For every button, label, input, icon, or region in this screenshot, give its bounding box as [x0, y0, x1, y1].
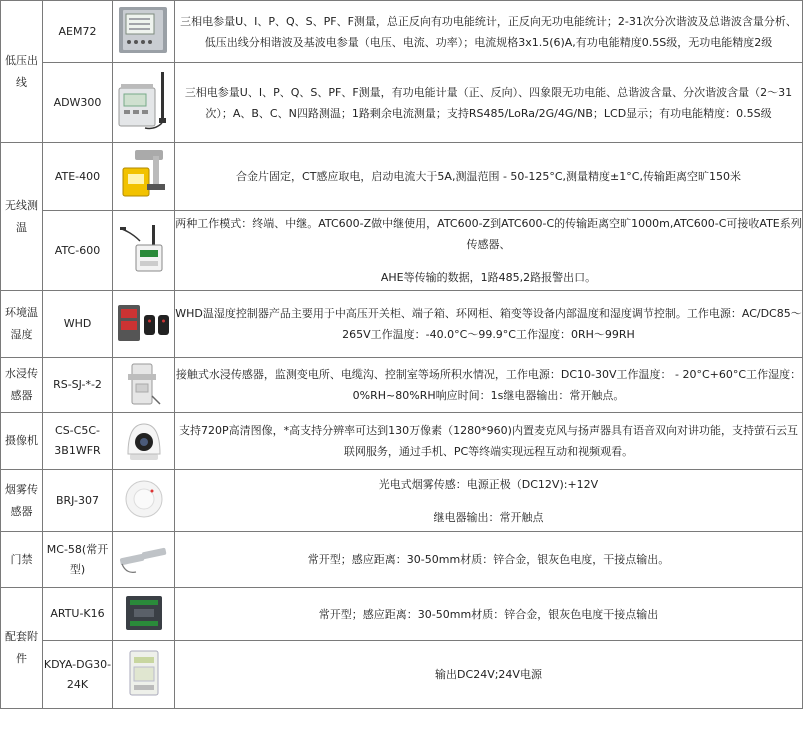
model-cell: WHD	[43, 291, 113, 358]
model-cell: ADW300	[43, 63, 113, 143]
category-cell: 门禁	[1, 532, 43, 588]
category-cell: 烟雾传感器	[1, 470, 43, 532]
description-cell: 三相电参量U、I、P、Q、S、PF、F测量，总正反向有功电能统计，正反向无功电能统计；2-31次分次谐波及总谐波含量分析、低压出线分相谐波及基波电参量（电压、电流、功率）；电流规格3x1.5(6)A,有功电能精度0.5S级，无功电能精度2级	[175, 1, 803, 63]
table-row	[1, 470, 803, 532]
description-cell: 合金片固定，CT感应取电，启动电流大于5A,测温范围 - 50-125°C,测量精度±1°C,传输距离空旷150米	[175, 143, 803, 211]
product-image	[113, 470, 175, 532]
category-cell: 无线测温	[1, 143, 43, 291]
table-row	[1, 1, 803, 63]
model-cell: KDYA-DG30-24K	[43, 641, 113, 709]
receiver-antenna-icon	[116, 219, 172, 279]
model-cell: MC-58(常开型)	[43, 532, 113, 588]
io-module-icon	[120, 592, 168, 634]
product-image	[113, 641, 175, 709]
product-image	[113, 1, 175, 63]
category-cell: 低压出线	[1, 1, 43, 143]
table-row	[1, 641, 803, 709]
water-leak-sensor-icon	[124, 360, 164, 408]
product-image	[113, 358, 175, 413]
description-cell: 输出DC24V;24V电源	[175, 641, 803, 709]
panel-meter-icon	[116, 5, 172, 55]
category-cell: 摄像机	[1, 413, 43, 470]
table-row	[1, 143, 803, 211]
din-power-supply-icon	[122, 647, 166, 699]
table-row	[1, 413, 803, 470]
description-cell: 两种工作模式：终端、中继。ATC600-Z做中继使用，ATC600-Z到ATC600-C的传输距离空旷1000m,ATC600-C可接收ATE系列传感器、 AHE等传输的数据，1路485,2路报警出口。	[175, 211, 803, 291]
smoke-detector-icon	[122, 477, 166, 521]
model-cell: CS-C5C-3B1WFR	[43, 413, 113, 470]
description-cell: 常开型；感应距离：30-50mm材质：锌合金，银灰色电度干接点输出	[175, 588, 803, 641]
category-cell: 环境温湿度	[1, 291, 43, 358]
description-cell: 光电式烟雾传感：电源正极（DC12V):+12V 继电器输出：常开触点	[175, 470, 803, 532]
magnetic-door-contact-icon	[116, 538, 172, 578]
wireless-temp-sensor-icon	[117, 146, 171, 204]
description-cell: 接触式水浸传感器，监测变电所、电缆沟、控制室等场所积水情况，工作电源：DC10-30V工作温度： - 20°C+60°C工作湿度：0%RH~80%RH响应时间：1s继电器输出：常开触点。	[175, 358, 803, 413]
table-row	[1, 532, 803, 588]
table-row	[1, 63, 803, 143]
model-cell: AEM72	[43, 1, 113, 63]
product-image	[113, 63, 175, 143]
description-cell: 常开型；感应距离：30-50mm材质：锌合金，银灰色电度，干接点输出。	[175, 532, 803, 588]
description-cell: 支持720P高清图像，*高支持分辨率可达到130万像素（1280*960)内置麦克风与扬声器具有语音双向对讲功能，支持萤石云互联网服务，通过手机、PC等终端实现远程互动和视频观看。	[175, 413, 803, 470]
product-image	[113, 291, 175, 358]
description-cell: WHD温湿度控制器产品主要用于中高压开关柜、端子箱、环网柜、箱变等设备内部温度和湿度调节控制。工作电源：AC/DC85～265V工作温度：-40.0°C～99.9°C工作湿度：0RH～99RH	[175, 291, 803, 358]
category-cell: 配套附件	[1, 588, 43, 709]
category-cell: 水浸传感器	[1, 358, 43, 413]
model-cell: ATE-400	[43, 143, 113, 211]
table-row	[1, 291, 803, 358]
model-cell: RS-SJ-*-2	[43, 358, 113, 413]
model-cell: BRJ-307	[43, 470, 113, 532]
model-cell: ATC-600	[43, 211, 113, 291]
product-image	[113, 588, 175, 641]
product-image	[113, 143, 175, 211]
table-row	[1, 358, 803, 413]
product-image	[113, 211, 175, 291]
table-row	[1, 211, 803, 291]
product-image	[113, 532, 175, 588]
description-cell: 三相电参量U、I、P、Q、S、PF、F测量，有功电能计量（正、反向）、四象限无功电能、总谐波含量、分次谐波含量（2～31次）；A、B、C、N四路测温；1路剩余电流测量；支持RS485/LoRa/2G/4G/NB；LCD显示；有功电能精度：0.5S级	[175, 63, 803, 143]
din-meter-antenna-icon	[115, 68, 173, 134]
humidity-controller-icon	[116, 301, 172, 345]
model-cell: ARTU-K16	[43, 588, 113, 641]
table-row	[1, 588, 803, 641]
product-image	[113, 413, 175, 470]
dome-camera-icon	[120, 416, 168, 464]
